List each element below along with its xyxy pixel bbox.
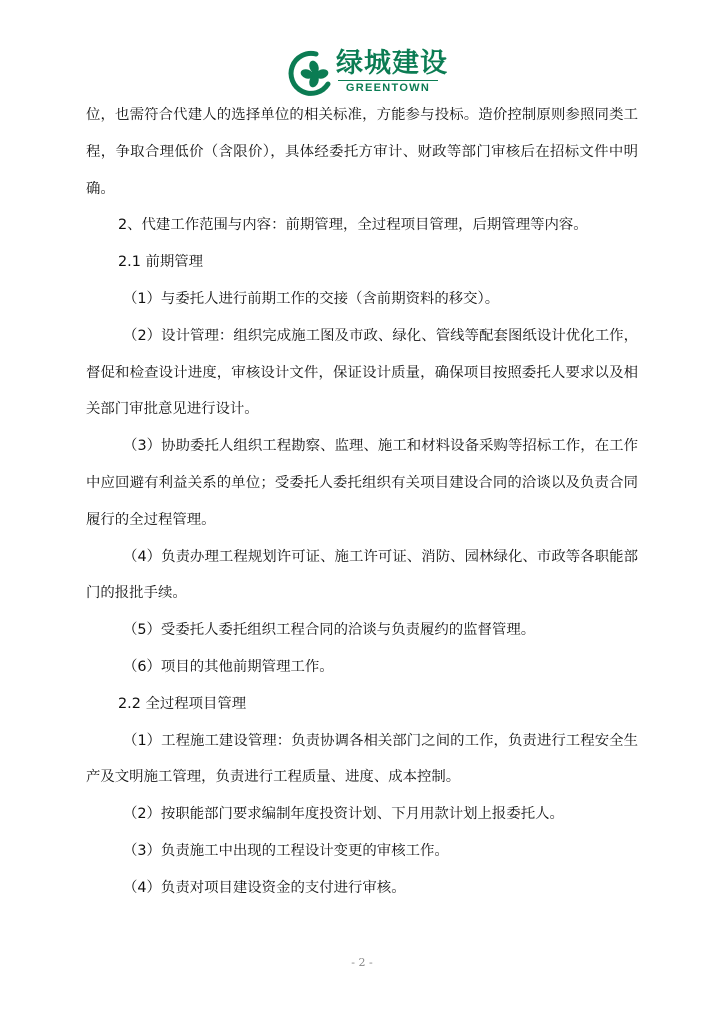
- list-item: （4）负责对项目建设资金的支付进行审核。: [123, 879, 406, 896]
- list-item: （3）负责施工中出现的工程设计变更的审核工作。: [123, 842, 449, 859]
- document-body: [86, 97, 638, 907]
- page-number: - 2 -: [351, 956, 373, 969]
- list-item: （4）负责办理工程规划许可证、施工许可证、消防、园林绿化、市政等各职能部门的报批手续。: [86, 548, 638, 602]
- list-item: （1）工程施工建设管理：负责协调各相关部门之间的工作，负责进行工程安全生产及文明施工管理，负责进行工程质量、进度、成本控制。: [86, 732, 638, 786]
- list-item: （6）项目的其他前期管理工作。: [123, 658, 334, 675]
- list-item: （2）设计管理：组织完成施工图及市政、绿化、管线等配套图纸设计优化工作，督促和检查设计进度，审核设计文件，保证设计质量，确保项目按照委托人要求以及相关部门审批意见进行设计。: [86, 327, 638, 418]
- list-item: （1）与委托人进行前期工作的交接（含前期资料的移交）。: [123, 290, 500, 307]
- list-item: （5）受委托人委托组织工程合同的洽谈与负责履约的监督管理。: [123, 622, 536, 639]
- header-logo: [286, 48, 446, 98]
- section-heading-2-1: 2.1 前期管理: [118, 254, 204, 271]
- logo-english-name: GREENTOWN: [338, 80, 438, 96]
- list-item: （3）协助委托人组织工程勘察、监理、施工和材料设备采购等招标工作，在工作中应回避有利益关系的单位；受委托人委托组织有关项目建设合同的洽谈以及负责合同履行的全过程管理。: [86, 438, 638, 528]
- list-item: （2）按职能部门要求编制年度投资计划、下月用款计划上报委托人。: [123, 806, 564, 823]
- logo-chinese-name: 绿城建设: [336, 48, 448, 79]
- clover-leaf-icon: [286, 50, 332, 96]
- paragraph-scope: 2、代建工作范围与内容：前期管理，全过程项目管理，后期管理等内容。: [118, 217, 588, 234]
- section-heading-2-2: 2.2 全过程项目管理: [118, 695, 247, 712]
- paragraph-continuation: 位，也需符合代建人的选择单位的相关标准，方能参与投标。造价控制原则参照同类工程，争取合理低价（含限价），具体经委托方审计、财政等部门审核后在招标文件中明确。: [86, 107, 638, 197]
